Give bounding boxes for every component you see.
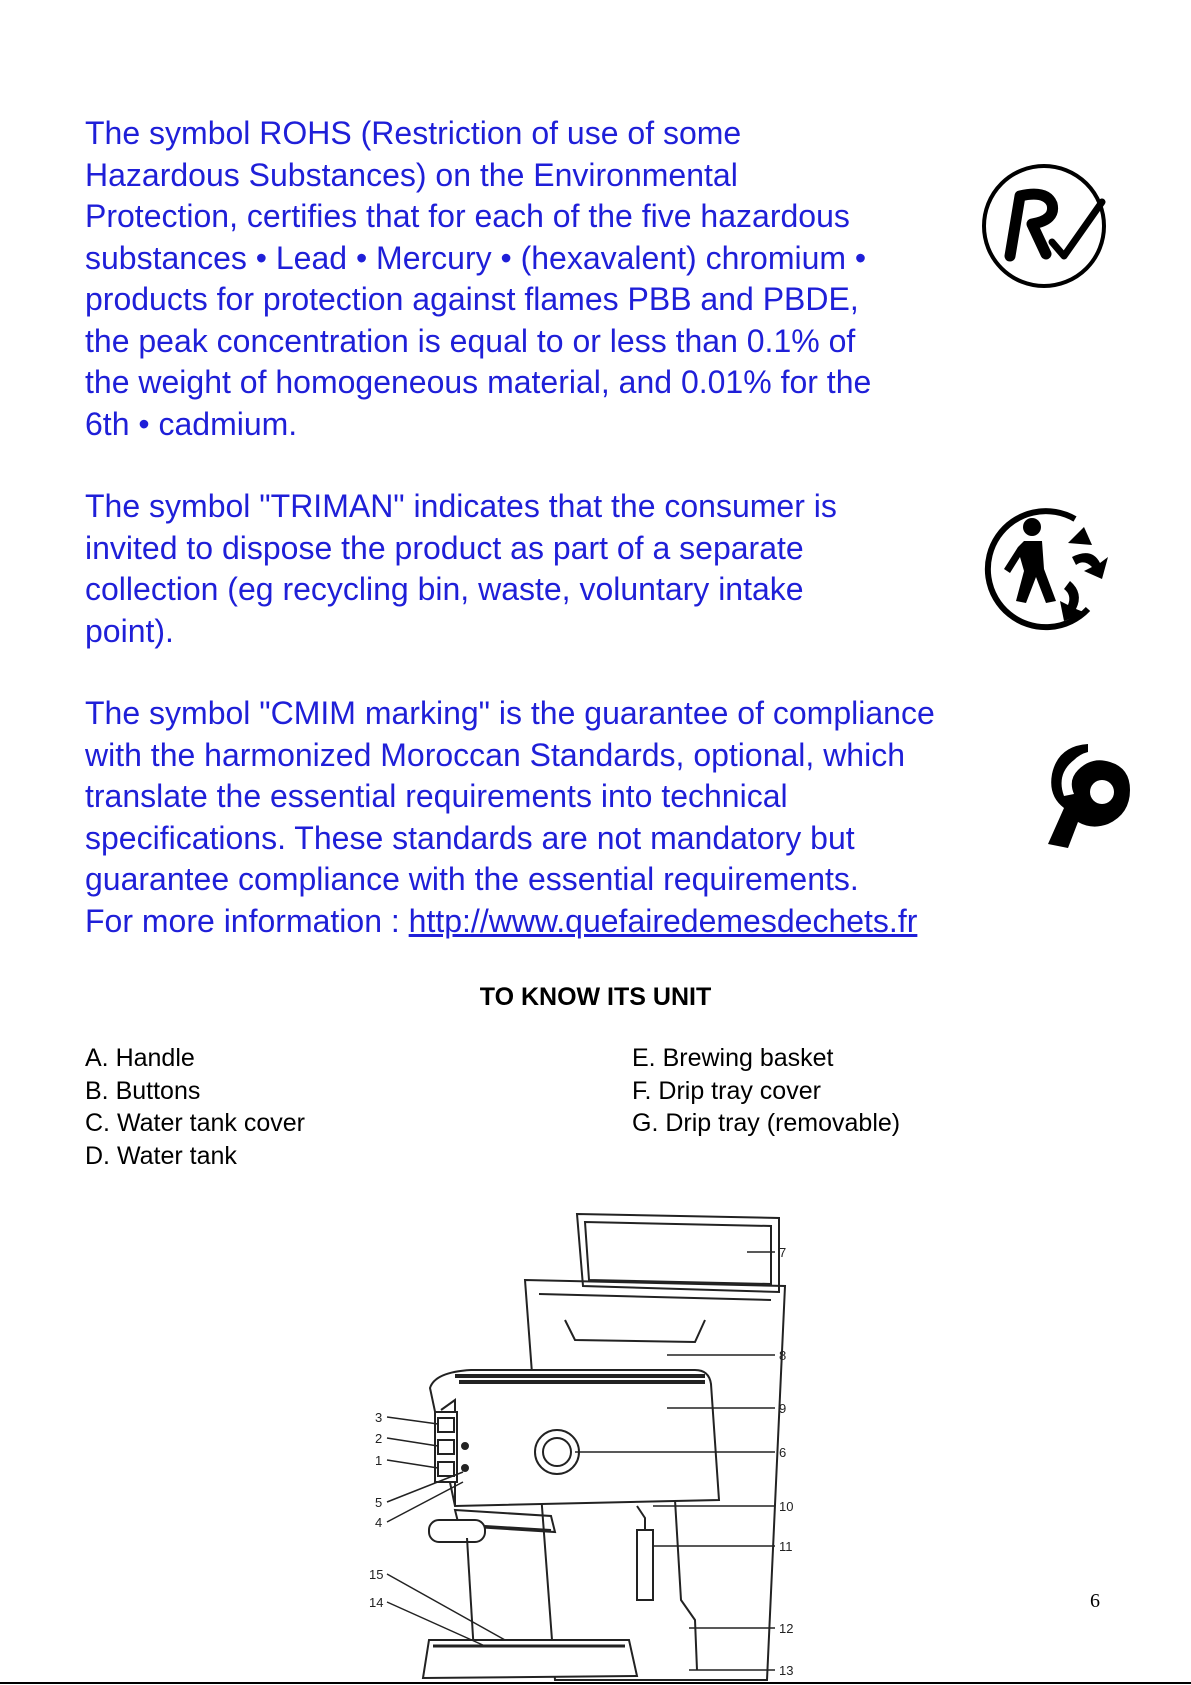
- rohs-line: products for protection against flames PBB and PBDE,: [85, 281, 859, 317]
- part-item: C. Water tank cover: [85, 1109, 305, 1137]
- cmim-line: specifications. These standards are not mandatory but: [85, 819, 855, 856]
- recycling-info-link[interactable]: http://www.quefairedemesdechets.fr: [408, 902, 918, 939]
- rohs-line: the peak concentration is equal to or less than 0.1% of: [85, 322, 856, 359]
- triman-icon: [980, 497, 1114, 631]
- rohs-line: the weight of homogeneous material, and 0.01% for the: [85, 364, 872, 400]
- rohs-line: Protection, certifies that for each of the five hazardous: [85, 198, 850, 234]
- rohs-icon: [980, 158, 1116, 294]
- bottom-divider: [0, 1682, 1191, 1684]
- diagram-label: 10: [779, 1499, 794, 1514]
- cmim-icon: [1044, 740, 1134, 850]
- espresso-machine-diagram: [369, 1200, 845, 1685]
- diagram-label: 9: [779, 1401, 787, 1416]
- cmim-line: translate the essential requirements into technical: [85, 778, 788, 814]
- part-item: E. Brewing basket: [632, 1044, 834, 1072]
- cmim-paragraph: [85, 693, 935, 942]
- diagram-label: 2: [375, 1431, 383, 1446]
- part-item: D. Water tank: [85, 1141, 237, 1170]
- more-info-line: [85, 901, 935, 943]
- diagram-label: 7: [779, 1245, 787, 1260]
- triman-line: invited to dispose the product as part of a separate: [85, 529, 804, 566]
- section-title: TO KNOW ITS UNIT: [479, 983, 712, 1011]
- cmim-line: guarantee compliance with the essential requirements.: [85, 861, 859, 897]
- part-item: B. Buttons: [85, 1076, 201, 1105]
- steam-knob-shape: [535, 1430, 579, 1474]
- rohs-line: substances • Lead • Mercury • (hexavalent) chromium •: [85, 239, 867, 276]
- triman-line: collection (eg recycling bin, waste, voluntary intake: [85, 571, 804, 607]
- part-item: F. Drip tray cover: [632, 1076, 821, 1105]
- more-info-label: For more information :: [85, 902, 409, 939]
- triman-line: point).: [85, 612, 174, 649]
- diagram-label: 1: [375, 1453, 383, 1468]
- rohs-line: The symbol ROHS (Restriction of use of some: [85, 115, 742, 151]
- rohs-line: Hazardous Substances) on the Environmental: [85, 156, 738, 193]
- diagram-label: 14: [369, 1595, 384, 1610]
- diagram-label: 3: [375, 1410, 383, 1425]
- diagram-label: 13: [779, 1663, 794, 1678]
- diagram-label: 4: [375, 1515, 383, 1530]
- part-item: A. Handle: [85, 1044, 195, 1072]
- diagram-label: 8: [779, 1348, 787, 1363]
- diagram-label: 15: [369, 1567, 384, 1582]
- diagram-label: 5: [375, 1495, 383, 1510]
- cmim-line: The symbol "CMIM marking" is the guarantee of compliance: [85, 695, 935, 731]
- rohs-paragraph: [85, 113, 871, 445]
- parts-list-right: [632, 1042, 900, 1140]
- triman-line: The symbol "TRIMAN" indicates that the consumer is: [85, 488, 837, 524]
- diagram-label: 11: [779, 1539, 793, 1554]
- part-item: G. Drip tray (removable): [632, 1109, 901, 1137]
- diagram-label: 6: [779, 1445, 787, 1460]
- rohs-line: 6th • cadmium.: [85, 405, 298, 442]
- parts-list-left: [85, 1042, 305, 1172]
- page-number: 6: [1090, 1590, 1100, 1612]
- triman-paragraph: [85, 486, 837, 652]
- cmim-line: with the harmonized Moroccan Standards, optional, which: [85, 736, 905, 773]
- diagram-label: 12: [779, 1621, 794, 1636]
